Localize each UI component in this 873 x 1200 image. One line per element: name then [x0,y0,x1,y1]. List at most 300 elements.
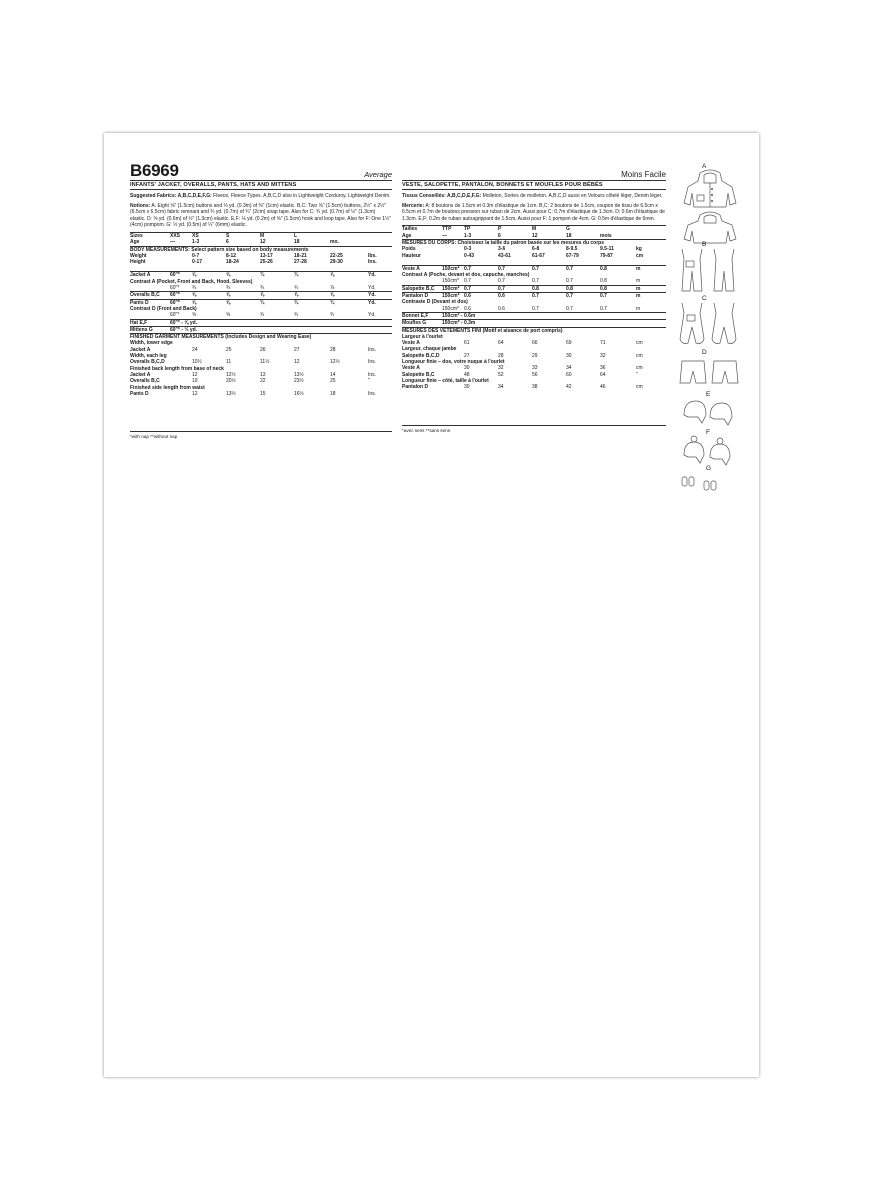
table-cell: 150cm* [442,305,459,312]
table-row [402,372,666,378]
table-cell: 0.7 [532,293,539,300]
table-cell: 13-17 [260,252,273,259]
table-cell: Pantalon D [402,293,429,300]
table-cell: 0.7 [532,265,539,272]
table-cell: 36 [600,365,606,372]
table-cell: ¾ [260,312,265,319]
table-cell: 25 [226,346,232,353]
table-cell: ¾ [260,272,265,279]
jacket-art [670,163,750,245]
table-cell: 150cm* [442,293,460,300]
measurement-subheading: Width, lower edge [130,340,173,347]
table-cell: Salopette B,C,D [402,352,440,359]
table-row [402,253,666,259]
table-cell: 60 [566,371,572,378]
difficulty-label: Average [364,170,392,179]
table-cell: cm [636,352,643,359]
suggested-fabrics: Tissus Conseillés: A,B,C,D,E,F,G: Molleton, Sortes de molleton. A,B,C,D aussi en Velours côtelé léger, Denim léger. [402,193,663,199]
table-cell: Jacket A [130,346,151,353]
table-cell: Salopette B,C [402,371,435,378]
table-row [130,259,392,265]
table-cell [170,259,192,265]
table-cell: ⅝ [226,299,231,306]
table-cell: ⅞ [260,292,265,299]
table-cell: 0.7 [498,278,505,285]
view-letter: F [706,429,710,436]
finished-measurements-heading: FINISHED GARMENT MEASUREMENTS (Includes Design and Wearing Ease) [130,334,312,341]
overalls-b-art [670,241,750,299]
table-cell: kg [636,246,642,253]
footnote: *with nap **without nap [130,431,392,439]
table-cell: m [636,293,641,300]
table-cell: Poids [402,246,416,253]
table-cell: XS [192,232,199,239]
mittens-art [670,465,750,499]
table-cell: 0-7 [192,252,200,259]
table-cell: ¾ [330,312,335,319]
table-cell: mo. [330,239,339,246]
table-cell: 19 [192,378,198,385]
table-cell: 0.8 [532,285,539,292]
table-cell: ⅞ [226,292,231,299]
jacket-illustration [670,163,750,245]
view-letter: A [702,163,707,170]
table-cell: Mittens G [130,326,153,333]
measurement-subheading: Width, each leg [130,353,167,360]
table-cell: 12½ [330,359,340,366]
yardage-row [130,272,392,278]
table-row [130,347,392,353]
table-cell: 32 [498,365,504,372]
table-cell: 18-24 [226,259,239,266]
table-cell: 11 [226,359,232,366]
table-cell [130,285,170,291]
table-cell: 61 [464,340,470,347]
table-cell: 28 [498,352,504,359]
table-cell: 30 [566,352,572,359]
table-cell: 48 [464,371,470,378]
table-cell: 0.7 [566,293,573,300]
table-cell: ⅝ [226,312,231,319]
table-cell: 13 [260,371,266,378]
table-cell: Yd. [368,292,376,299]
table-cell: 60"* - ⅝ yd. [170,319,198,326]
table-cell: Jacket A [130,272,151,279]
table-cell: 60"* [170,272,180,279]
table-cell: 0.7 [464,278,471,285]
contrast-heading: Contrast D (Front and Back) [130,305,197,312]
contrast-heading: Contraste D (Devant et dos) [402,299,468,306]
body-measurements-heading: MESURES DU CORPS: Choisissez la taille du patron basée sur les mesures du corps [402,239,605,246]
hat-e-art [670,391,750,433]
difficulty-label: Moins Facile [621,170,666,179]
table-cell: 22-25 [330,252,343,259]
measurement-subheading: Longueur finie – dos, votre nuque à l'ourlet [402,359,505,366]
table-cell: Sizes [130,232,143,239]
table-cell: 0.6 [498,293,505,300]
english-column [130,161,392,439]
table-cell: Age [130,239,140,246]
table-cell: 0.8 [600,278,607,285]
view-letter: C [702,295,707,302]
body-measurements-heading: BODY MEASUREMENTS: Select pattern size based on body measurements [130,246,309,253]
table-cell: Ins. [368,390,377,397]
table-cell: 29-30 [330,259,343,266]
table-cell: 15 [260,390,266,397]
table-cell: 42 [566,384,572,391]
table-cell: 0-17 [192,259,203,266]
table-cell: Yd. [368,312,376,319]
table-cell: 6-8 [532,246,540,253]
table-cell: 71 [600,340,606,347]
notions: Notions: A: Eight ⅝" (1.5cm) buttons and ⅓ yd. (0.3m) of ⅜" (1cm) elastic. B,C: Two ⅝" (1.5cm) buttons, 2½" x 2½" (6.5cm x 6.5cm) fabric remnant and ¾ yd. (0.7m) of ¾" (2cm) snap tape. Also for C: ¾ yd. (0.7m) of ½" (1.3cm) elastic. D: ⅝ yd. (0.6m) of ½" (1.3cm) elastic. E,F: ⅛ yd. (0.2m) of ⅝" (1.5cm) hook and loop tape. Also for F: One 1½" (4cm) pompom. G: ½ yd. (0.5m) of ¼" (6mm) elastic. [130,202,391,229]
table-cell [442,253,464,259]
contrast-heading: Contrast A (Poche, devant et dos, capuche, manches) [402,272,530,279]
table-cell: 25 [330,378,336,385]
table-cell: M [532,226,537,233]
table-cell: m [636,265,641,272]
table-cell: 0-43 [464,252,475,259]
table-cell: Overalls B,C [130,292,160,299]
table-cell: Moufles G [402,320,427,327]
french-column [402,161,666,433]
table-cell: 3-6 [498,246,506,253]
table-cell: " [636,371,638,378]
table-cell: 150cm* - 0.6m [442,312,476,319]
footnote: *avec sens **sans sens [402,425,666,433]
notions: Mercerie: A: 8 boutons de 1.5cm et 0.3m d'élastique de 1cm. B,C: 2 boutons de 1.5cm, coupon de tissu de 6.5cm x 6.5cm et 0.7m de boutons pression sur ruban de 2cm. Aussi pour C: 0.7m d'élastique de 1.3cm. D: 0.6m d'élastique de 1.3cm. E,F: 0.2m de ruban autoagrippant de 1.5cm. Aussi pour F: 1 pompon de 4cm. G: 0.5m d'élastique de 6mm. [402,202,665,222]
finished-measurements [130,340,392,397]
suggested-fabrics: Suggested Fabrics: A,B,C,D,E,F,G: Fleece, Fleece Types. A,B,C,D also in Lightweight Corduroy, Lightweight Denim. [130,193,391,199]
table-cell: Ins. [368,371,377,378]
table-cell: 0.7 [566,305,573,312]
table-cell: Salopette B,C [402,285,435,292]
table-cell: ⅝ [192,299,197,306]
table-cell: 29 [532,352,538,359]
table-cell: Pants D [130,299,149,306]
table-cell: ⅞ [330,292,335,299]
table-cell: 10½ [192,359,202,366]
age-row [130,239,392,245]
table-cell: 38 [532,384,538,391]
yardage-row [130,312,392,318]
yardage-row [130,320,392,326]
table-cell: ¾ [294,312,299,319]
table-cell: Tailles [402,226,418,233]
table-cell: 56 [532,371,538,378]
table-cell: 12 [260,239,266,246]
pants-illustration [670,353,750,395]
table-cell: 0.8 [600,285,607,292]
table-cell: TTP [442,226,452,233]
french-header [402,161,666,179]
table-row [130,391,392,397]
hat-f-illustration [670,433,750,469]
table-cell: Weight [130,252,147,259]
table-cell: Veste A [402,340,420,347]
table-cell: 1-3 [192,239,200,246]
table-cell: 14 [330,371,336,378]
measurement-subheading: Finished back length from base of neck [130,365,224,372]
measurement-subheading: Finished side length from waist [130,384,205,391]
yardage-row [402,313,666,319]
table-cell: ⅞ [330,285,335,292]
table-cell: ¾ [330,299,335,306]
pattern-title: INFANTS' JACKET, OVERALLS, PANTS, HATS AND MITTENS [130,180,392,190]
table-cell: Pants D [130,390,149,397]
table-cell: 0.7 [566,278,573,285]
table-cell: 12 [192,371,198,378]
table-cell: — [170,239,175,246]
table-row [130,378,392,384]
table-cell: M [260,232,265,239]
view-letter: G [706,465,712,472]
table-cell: Hat E,F [130,319,148,326]
table-cell: ⅝ [226,272,231,279]
table-cell: 27-28 [294,259,307,266]
view-letter: E [706,391,711,398]
table-cell: 150cm* - 0.3m [442,320,476,327]
pattern-title: VESTE, SALOPETTE, PANTALON, BONNETS ET MOUFLES POUR BÉBÉS [402,180,666,190]
table-cell: 30 [464,365,470,372]
table-cell: Overalls B,C [130,378,160,385]
table-cell: 66 [532,340,538,347]
table-cell: 60"* - ⅓ yd. [170,326,198,333]
table-cell [442,384,464,390]
table-cell: 0.6 [464,305,471,312]
table-cell: S [226,232,230,239]
table-cell: 0.6 [464,293,471,300]
table-cell: L [294,232,298,239]
table-cell [368,239,392,245]
table-cell: 18-21 [294,252,307,259]
table-cell: " [368,378,370,385]
table-cell: 11½ [260,359,270,366]
table-cell: 6 [498,232,501,239]
view-letter: B [702,241,707,248]
measurement-subheading: Longueur finie – côté, taille à l'ourlet [402,377,489,384]
table-cell: m [636,305,641,312]
table-cell: ¾ [294,285,299,292]
table-cell: ⅞ [330,272,335,279]
table-cell: 24 [192,346,198,353]
table-cell: 12½ [226,371,236,378]
table-cell [402,278,442,284]
yardage-row [130,285,392,291]
table-cell: 8-9.5 [566,246,578,253]
table-cell: mois [600,232,612,239]
yardage-row [130,292,392,298]
table-cell: Ins. [368,346,377,353]
yardage-row [402,306,666,312]
overalls-b-illustration [670,245,750,299]
table-cell: 67-79 [566,252,579,259]
table-cell: Yd. [368,299,376,306]
table-cell: 18 [294,239,300,246]
table-cell: 12 [532,232,538,239]
table-cell: TP [464,226,471,233]
finished-measurements [402,334,666,391]
table-cell: 23½ [294,378,304,385]
table-cell: 150cm* [442,278,459,285]
table-cell: ¾ [260,299,265,306]
table-cell: 12 [294,359,300,366]
table-cell: lbs. [368,252,377,259]
table-cell: 46 [600,384,606,391]
table-cell: 18 [566,232,572,239]
table-cell: 16½ [294,390,304,397]
table-cell: 0.7 [498,265,505,272]
table-cell: Ins. [368,259,377,266]
table-cell: m [636,278,641,285]
overalls-c-art [670,295,750,353]
table-cell: Pantalon D [402,384,429,391]
table-cell: ¾ [294,272,299,279]
table-cell: 60"* [170,312,180,319]
table-cell: ¾ [294,299,299,306]
yardage-row [402,320,666,326]
mittens-illustration [670,469,750,499]
table-cell: ⅝ [192,272,197,279]
table-cell: 0.7 [566,265,573,272]
hat-e-illustration [670,395,750,433]
table-cell: 18 [330,390,336,397]
table-cell: 0.8 [566,285,573,292]
yardage-row [130,300,392,306]
table-cell: 64 [600,371,606,378]
table-cell: Height [130,259,146,266]
table-cell: 27 [464,352,470,359]
table-cell: ¾ [226,285,231,292]
hat-f-art [670,429,750,469]
table-cell: 13½ [294,371,304,378]
table-cell: G [566,226,570,233]
table-cell: 26 [260,346,266,353]
table-cell: 8-12 [226,252,237,259]
table-cell [130,312,170,318]
table-cell: Veste A [402,365,420,372]
table-cell: 0.7 [464,265,471,272]
table-cell: P [498,226,502,233]
contrast-heading: Contrast A (Pocket, Front and Back, Hood, Sleeves) [130,278,253,285]
table-cell: Yd. [368,272,376,279]
yardage-row [402,278,666,284]
table-cell: Yd. [368,285,376,292]
table-cell: ⅝ [192,312,197,319]
table-cell: cm [636,252,644,259]
table-cell: cm [636,340,643,347]
table-cell: 22 [260,378,266,385]
table-cell: XXS [170,232,181,239]
table-cell: 0.6 [498,305,505,312]
table-cell: — [442,232,447,239]
table-cell: Jacket A [130,371,151,378]
table-cell: 64 [498,340,504,347]
table-cell: 60"* [170,292,180,299]
table-cell [636,233,666,239]
table-row [130,359,392,365]
table-cell: 28 [330,346,336,353]
table-cell [170,378,192,384]
table-cell: ⅝ [192,292,197,299]
table-cell: 20½ [226,378,236,385]
table-cell: 13½ [226,390,236,397]
table-cell: m [636,285,641,292]
table-cell: 34 [498,384,504,391]
yardage-row [130,327,392,333]
table-cell: 33 [532,365,538,372]
table-cell: 0.7 [532,305,539,312]
table-cell: Hauteur [402,252,421,259]
table-cell: 69 [566,340,572,347]
table-cell: ¾ [260,285,265,292]
table-cell: Overalls B,C,D [130,359,165,366]
table-cell: 6 [226,239,229,246]
table-cell: 150cm* [442,285,460,292]
table-cell: 52 [498,371,504,378]
table-cell: 27 [294,346,300,353]
table-cell: 1-3 [464,232,472,239]
table-cell: Bonnet E,F [402,312,429,319]
table-cell: 0-3 [464,246,472,253]
table-cell: 25-26 [260,259,273,266]
table-cell: 30 [464,384,470,391]
body-measurements [402,246,666,259]
table-cell: cm [636,365,643,372]
age-row [402,233,666,239]
table-cell [170,347,192,353]
garment-line-art [670,163,750,499]
yardage-row [402,286,666,292]
table-cell: cm [636,384,643,391]
measurement-subheading: Largeur à l'ourlet [402,333,443,340]
table-cell: 0.7 [498,285,505,292]
view-letter: D [702,349,707,356]
table-cell: Age [402,232,412,239]
table-cell [170,391,192,397]
measurement-subheading: Largeur, chaque jambe [402,346,457,353]
table-cell: 60"* [170,299,180,306]
table-cell: Ins. [368,359,377,366]
table-cell: 0.7 [600,293,607,300]
table-cell: 0.8 [600,265,607,272]
table-cell: 150cm* [442,265,460,272]
table-cell [170,359,192,365]
table-cell: Veste A [402,265,420,272]
table-cell: ⅞ [294,292,299,299]
table-cell: 12 [192,390,198,397]
table-cell: 34 [566,365,572,372]
pattern-sheet [104,133,759,1077]
finished-measurements-heading: MESURES DES VÊTEMENTS FINI (Motif et aisance de port compris) [402,327,563,334]
table-cell: 60"* [170,285,180,292]
pants-art [670,349,750,395]
table-cell [402,306,442,312]
overalls-c-illustration [670,299,750,353]
table-cell: 43-61 [498,252,511,259]
table-cell: 61-67 [532,252,545,259]
pattern-number: B6969 [130,161,179,180]
table-cell: 79-87 [600,252,613,259]
table-row [402,384,666,390]
body-measurements [130,253,392,266]
table-cell: 0.7 [532,278,539,285]
table-cell: 0.7 [600,305,607,312]
table-cell [442,372,464,378]
table-cell: 9.5-11 [600,246,614,253]
english-header [130,161,392,179]
table-cell: ¾ [192,285,197,292]
